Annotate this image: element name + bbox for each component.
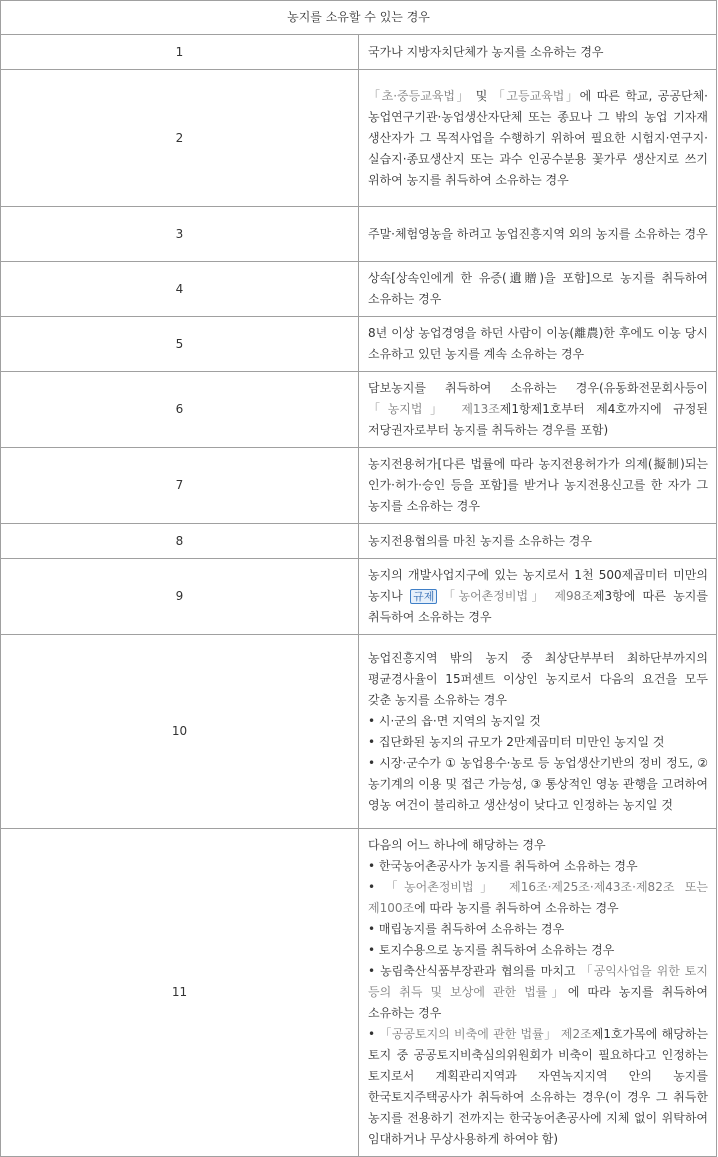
law-link[interactable]: 「공익사업을 위한 토지 등의 취득 및 보상에 관한 법률」: [368, 964, 708, 999]
row-text: 및: [470, 88, 493, 103]
law-link[interactable]: 「초·중등교육법」: [368, 88, 471, 103]
table-row: [1, 524, 717, 559]
regulation-badge[interactable]: 규제: [410, 589, 437, 604]
row-number: 4: [1, 262, 359, 317]
row-text: 제1호가목에 해당하는 토지 중 공공토지비축심의위원회가 비축이 필요하다고 인정하는 토지로서 계획관리지역과 자연녹지지역 안의 농지를 한국토지주택공사가 취득하여 소유하는 경우(이 경우 그 취득한 농지를 전용하기 전까지는 한국농어촌공사에 지체 없이 위탁하여 임대하거나 무상사용하게 하여야 함): [368, 1027, 708, 1146]
row-intro: 농업진흥지역 밖의 농지 중 최상단부부터 최하단부까지의 평균경사율이 15퍼센트 이상인 농지로서 다음의 요건을 모두 갖춘 농지를 소유하는 경우: [368, 650, 708, 707]
table-header-row: [1, 1, 717, 35]
table-row: [1, 448, 717, 524]
row-number: 5: [1, 317, 359, 372]
row-text: 제3항에 따른 농지를 취득하여 소유하는 경우: [368, 589, 708, 624]
row-description: 농지전용협의를 마친 농지를 소유하는 경우: [359, 524, 717, 559]
row-text: 담보농지를 취득하여 소유하는 경우(유동화전문회사등이: [368, 381, 708, 395]
row-text: 에 따라 농지를 취득하여 소유하는 경우: [368, 985, 708, 1020]
table-header: 농지를 소유할 수 있는 경우: [1, 1, 717, 35]
row-number: 11: [1, 829, 359, 1157]
row-description: 상속[상속인에게 한 유증(遺贈)을 포함]으로 농지를 취득하여 소유하는 경우: [359, 262, 717, 317]
law-link[interactable]: 「공공토지의 비축에 관한 법률」 제2조: [379, 1027, 592, 1041]
row-number: 9: [1, 559, 359, 635]
row-number: 6: [1, 372, 359, 448]
row-number: 10: [1, 635, 359, 829]
table-row: [1, 35, 717, 70]
table-row: [1, 70, 717, 207]
row-description: [359, 372, 717, 448]
row-text: 에 따른 학교, 공공단체·농업연구기관·농업생산자단체 또는 종묘나 그 밖의 농업 기자재 생산자가 그 목적사업을 수행하기 위하여 필요한 시험지·연구지·실습지·종묘생산지 또는 과수 인공수분용 꽃가루 생산지로 쓰기 위하여 농지를 취득하여 소유하는 경우: [368, 88, 708, 187]
table-row: [1, 262, 717, 317]
table-row: [1, 559, 717, 635]
table-row: [1, 207, 717, 262]
law-link[interactable]: 「고등교육법」: [492, 88, 580, 103]
bullet-item: • 한국농어촌공사가 농지를 취득하여 소유하는 경우: [368, 859, 638, 873]
row-description: 8년 이상 농업경영을 하던 사람이 이농(離農)한 후에도 이농 당시 소유하고 있던 농지를 계속 소유하는 경우: [359, 317, 717, 372]
row-description: [359, 635, 717, 829]
bullet-item: • 토지수용으로 농지를 취득하여 소유하는 경우: [368, 943, 615, 957]
table-row: [1, 829, 717, 1157]
row-description: [359, 559, 717, 635]
law-link[interactable]: 「농지법」 제13조: [368, 402, 500, 416]
table-row: [1, 635, 717, 829]
row-text: 제1항제1호부터 제4호까지에 규정된 저당권자로부터 농지를 취득하는 경우를 포함): [368, 402, 708, 437]
table-row: [1, 372, 717, 448]
bullet-item: • 집단화된 농지의 규모가 2만제곱미터 미만인 농지일 것: [368, 734, 665, 749]
row-intro: 다음의 어느 하나에 해당하는 경우: [368, 838, 546, 852]
row-description: 국가나 지방자치단체가 농지를 소유하는 경우: [359, 35, 717, 70]
row-number: 3: [1, 207, 359, 262]
row-description: 주말·체험영농을 하려고 농업진흥지역 외의 농지를 소유하는 경우: [359, 207, 717, 262]
bullet-mark: •: [368, 1027, 380, 1041]
table-row: [1, 317, 717, 372]
row-number: 8: [1, 524, 359, 559]
row-text: • 농림축산식품부장관과 협의를 마치고: [368, 964, 581, 978]
row-text: 에 따라 농지를 취득하여 소유하는 경우: [414, 901, 619, 915]
row-description: [359, 70, 717, 207]
law-link[interactable]: 「농어촌정비법」 제16조·제25조·제43조·제82조 또는 제100조: [368, 880, 708, 915]
bullet-item: • 매립농지를 취득하여 소유하는 경우: [368, 922, 565, 936]
row-number: 2: [1, 70, 359, 207]
row-number: 7: [1, 448, 359, 524]
bullet-item: • 시·군의 읍·면 지역의 농지일 것: [368, 713, 541, 728]
row-description: [359, 829, 717, 1157]
row-text: 농지의 개발사업지구에 있는 농지로서 1천 500제곱미터 미만의 농지나: [368, 568, 708, 603]
row-number: 1: [1, 35, 359, 70]
bullet-item: • 시장·군수가 ① 농업용수·농로 등 농업생산기반의 정비 정도, ② 농기계의 이용 및 접근 가능성, ③ 통상적인 영농 관행을 고려하여 영농 여건이 불리하고 생산성이 낮다고 인정하는 농지일 것: [368, 755, 708, 812]
row-description: 농지전용허가[다른 법률에 따라 농지전용허가가 의제(擬制)되는 인가·허가·승인 등을 포함]를 받거나 농지전용신고를 한 자가 그 농지를 소유하는 경우: [359, 448, 717, 524]
law-link[interactable]: 「농어촌정비법」 제98조: [439, 589, 593, 603]
bullet-item: [368, 1024, 708, 1150]
bullet-mark: •: [368, 880, 386, 894]
bullet-item: [368, 961, 708, 1024]
bullet-item: [368, 877, 708, 919]
